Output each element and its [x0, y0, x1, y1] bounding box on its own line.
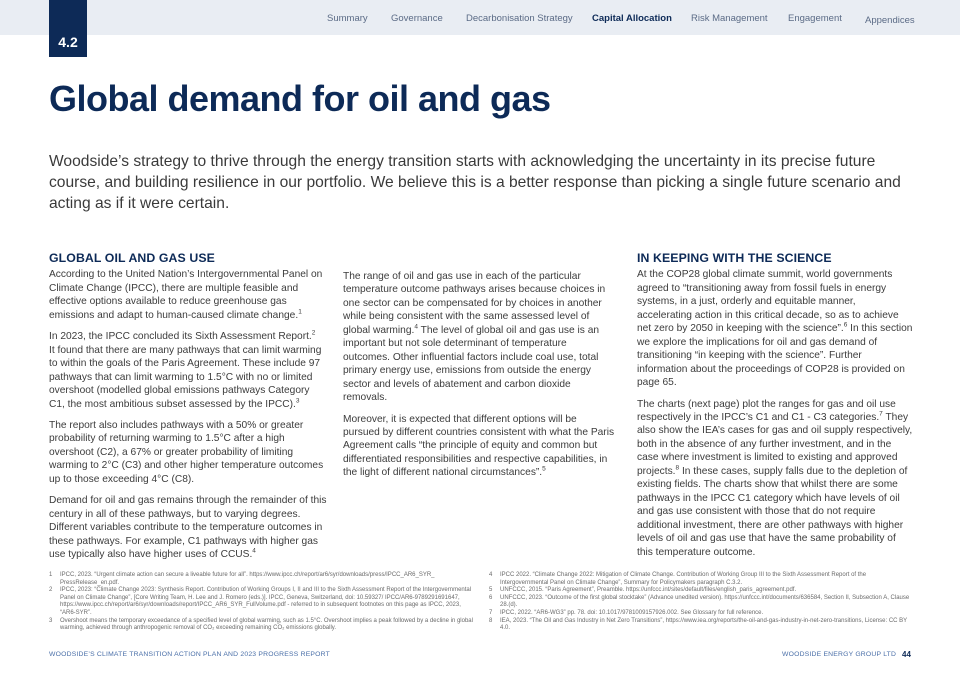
paragraph: The charts (next page) plot the ranges for gas and oil use respectively in the IPCC’s C1 and C1 - C3 categories.$^7$ They also show the IEA’s cases for gas and oil supply respectively, both in the absence of any further investment, and in the case where investment is limited to existing and approved projects.$^8$ In these cases, supply falls due to the depletion of existing fields. The charts show that whilst there are some pathways in the IPCC C1 category which have levels of oil and gas use consistent with those that do not require additional investment, there are other pathways with higher levels of oil and gas use that have the same probability of this temperature outcome. — [637, 398, 913, 558]
footnote: 3 Overshoot means the temporary exceedance of a specified level of global warming, such as 1.5°C. Overshoot implies a peak followed by a decline in global warming, achieved through anthropogenic removal of CO₂ exceeding remaining CO₂ emissions globally. — [49, 617, 473, 632]
paragraph: At the COP28 global climate summit, world governments agreed to “transitioning away from fossil fuels in energy systems, in a just, orderly and equitable manner, accelerating action in this critical decade, so as to achieve net zero by 2050 in keeping with the science”.$^6$ In this section we explore the implications for oil and gas demand of transitioning “in keeping with the science”. Further information about the proceedings of COP28 is provided on page 65. — [637, 269, 913, 389]
nav-summary[interactable]: Summary — [327, 13, 368, 24]
page-number: 44 — [902, 650, 911, 659]
footnote: 7 IPCC, 2022. “AR6-WG3” pp. 78. doi: 10.1017/9781009157926.002. See Glossary for full reference. — [489, 609, 764, 616]
paragraph: According to the United Nation’s Intergovernmental Panel on Climate Change (IPCC), there are multiple feasible and effective options available to reduce greenhouse gas emissions and adapt to human-caused climate change.$^1$ — [49, 269, 323, 321]
nav-decarbonisation-strategy[interactable]: Decarbonisation Strategy — [466, 13, 573, 24]
footer-company: WOODSIDE ENERGY GROUP LTD — [782, 651, 897, 658]
nav-risk-management[interactable]: Risk Management — [691, 13, 768, 24]
footnote: 2 IPCC, 2023: “Climate Change 2023: Synthesis Report. Contribution of Working Groups I, II and III to the Sixth Assessment Report of the Intergovernmental Panel on Climate Change”, [Core Writing Team, H. Lee and J. Romero (eds.)]. IPCC, Geneva, Switzerland, doi: 10.59327/ IPCC/AR6-9789291691647, https://www.ipcc.ch/report/ar6/syr/downloads/report/IPCC_AR6_SYR_FullVolume.pdf - referred to in subsequent footnotes on this page as IPCC, 2023, “AR6-SYR”. — [49, 587, 472, 616]
intro-paragraph: Woodside’s strategy to thrive through the energy transition starts with acknowledging the uncertainty in its precise future course, and building resilience in our portfolio. We believe this is a better response than picking a single future scenario and acting as if it were certain. — [49, 153, 901, 212]
paragraph: The range of oil and gas use in each of the particular temperature outcome pathways arises because choices in one sector can be compensated for by choices in another while being consistent with the same assessed level of global warming.$^4$ The level of global oil and gas use is an important but not sole determinant of temperature outcomes. Other influential factors include coal use, total primary energy use, emissions from outside the energy sector and levels of abatement and carbon dioxide removals. — [343, 271, 606, 404]
paragraph: The report also includes pathways with a 50% or greater probability of returning warming to 1.5°C after a high overshoot (C2), a 67% or greater probability of limiting warming to 2°C (C3) and other higher temperature outcomes up to those exceeding 4°C (C8). — [49, 419, 324, 485]
section-heading: GLOBAL OIL AND GAS USE — [49, 251, 215, 265]
nav-engagement[interactable]: Engagement — [788, 13, 842, 24]
paragraph: In 2023, the IPCC concluded its Sixth Assessment Report.$^2$ It found that there are many pathways that can limit warming to within the goals of the Paris Agreement. These include 97 pathways that can limit warming to 1.5°C with no or limited overshoot (modelled global emissions pathways Category C1, the most ambitious subset assessed by the IPCC).$^3$ — [49, 329, 322, 410]
section-number: 4.2 — [58, 34, 78, 50]
footnotes-left — [49, 572, 474, 633]
column-middle — [343, 270, 615, 488]
footnote: 8 IEA, 2023. “The Oil and Gas Industry in Net Zero Transitions”, https://www.iea.org/reports/the-oil-and-gas-industry-in-net-zero-transitions, License: CC BY 4.0. — [489, 617, 908, 632]
column-in-keeping-with-science — [637, 252, 913, 567]
footnote: 5 UNFCCC, 2015. “Paris Agreement”, Preamble. https://unfccc.int/sites/default/files/english_paris_agreement.pdf. — [489, 587, 797, 594]
page-title: Global demand for oil and gas — [49, 78, 551, 119]
paragraph: Moreover, it is expected that different options will be pursued by different countries consistent with what the Paris Agreement calls “the principle of equity and common but differentiated responsibilities and respective capabilities, in the light of different national circumstances”.$^5$ — [343, 413, 615, 479]
section-number-tab — [49, 0, 87, 57]
footnote: 4 IPCC 2022. “Climate Change 2022: Mitigation of Climate Change. Contribution of Working Group III to the Sixth Assessment Report of the Intergovernmental Panel on Climate Change”, Summary for Policymakers paragraph C.3.2. — [489, 572, 867, 586]
paragraph: Demand for oil and gas remains through the remainder of this century in all of these pathways, but to varying degrees. Different variables contribute to the temperature outcomes in these pathways. For example, C1 pathways with higher gas use typically also have higher uses of CCUS.$^4$ — [49, 495, 327, 561]
column-global-oil-gas-use — [49, 252, 327, 570]
footnotes-right — [489, 572, 913, 633]
nav-capital-allocation[interactable]: Capital Allocation — [592, 13, 672, 24]
footnote: 1 IPCC, 2023. “Urgent climate action can secure a liveable future for all”. https://www.ipcc.ch/report/ar6/syr/downloads/press/IPCC_AR6_SYR_ PressRelease_en.pdf. — [49, 572, 435, 586]
footnote: 6 UNFCCC, 2023. “Outcome of the first global stocktake” (Advance unedited version). https://unfccc.int/documents/636584, Section II, Subsection A, Clause 28.(d). — [489, 594, 910, 609]
nav-governance[interactable]: Governance — [391, 13, 443, 24]
footer-report-title: WOODSIDE’S CLIMATE TRANSITION ACTION PLAN AND 2023 PROGRESS REPORT — [49, 651, 330, 658]
nav-appendices[interactable]: Appendices — [865, 15, 915, 26]
section-heading: IN KEEPING WITH THE SCIENCE — [637, 251, 832, 265]
